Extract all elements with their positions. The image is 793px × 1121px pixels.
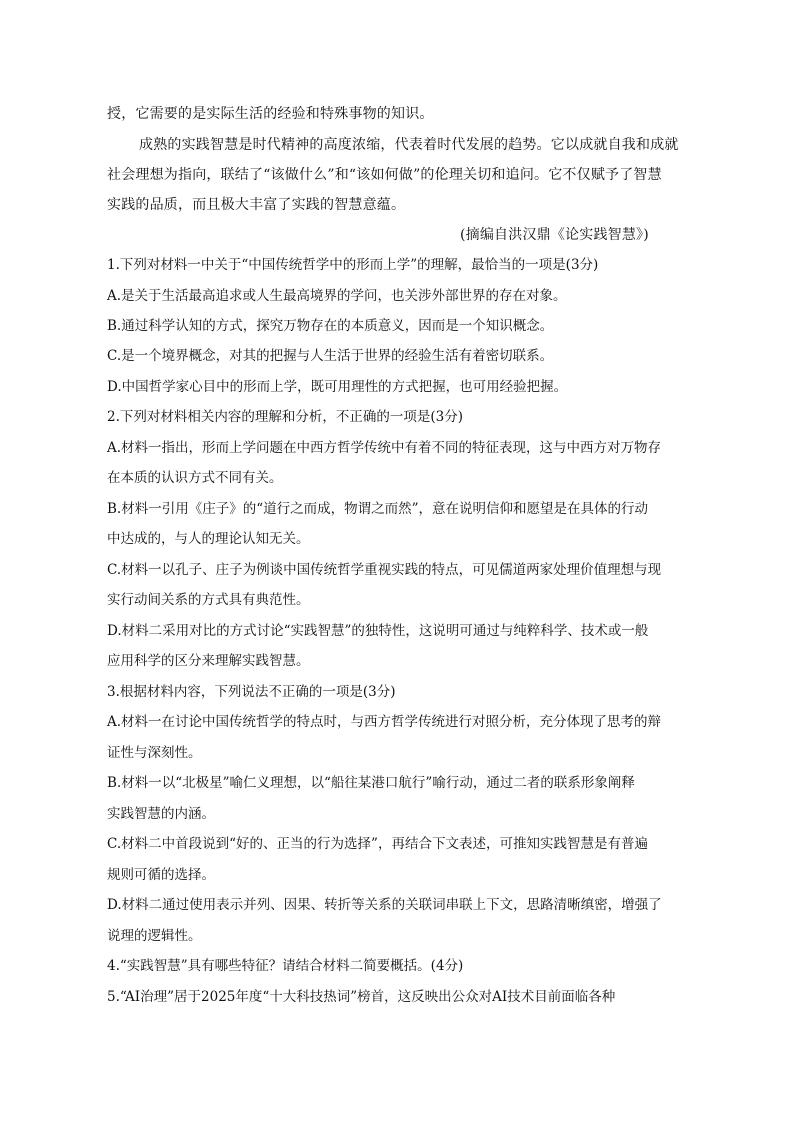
q2-option-c-line1: C.材料一以孔子、庄子为例谈中国传统哲学重视实践的特点，可见儒道两家处理价值理想与现: [107, 562, 662, 578]
passage-line-1: 授，它需要的是实际生活的经验和特殊事物的知识。: [107, 106, 434, 122]
passage-line-3: 社会理想为指向，联结了“该做什么”和“该如何做”的伦理关切和追问。它不仅赋予了智慧: [107, 167, 662, 183]
q5-stem: 5.“AI治理”居于2025年度“十大科技热词”榜首，这反映出公众对AI技术目前面临各种: [107, 989, 616, 1005]
q3-option-c-line2: 规则可循的选择。: [107, 867, 215, 883]
q3-stem: 3.根据材料内容，下列说法不正确的一项是(3分): [107, 684, 396, 700]
q2-stem: 2.下列对材料相关内容的理解和分析，不正确的一项是(3分): [107, 409, 464, 425]
q2-option-d-line1: D.材料二采用对比的方式讨论“实践智慧”的独特性，这说明可通过与纯粹科学、技术或一般: [107, 623, 649, 639]
passage-line-4: 实践的品质，而且极大丰富了实践的智慧意蕴。: [107, 197, 406, 213]
q2-option-d-line2: 应用科学的区分来理解实践智慧。: [107, 653, 310, 669]
q1-option-d: D.中国哲学家心目中的形而上学，既可用理性的方式把握，也可用经验把握。: [107, 379, 568, 395]
q3-option-b-line2: 实践智慧的内涵。: [107, 806, 215, 822]
q2-option-b-line2: 中达成的，与人的理论认知无关。: [107, 531, 310, 547]
q2-option-a-line2: 在本质的认识方式不同有关。: [107, 470, 283, 486]
q2-option-c-line2: 实行动间关系的方式具有典范性。: [107, 592, 310, 608]
q3-option-a-line1: A.材料一在讨论中国传统哲学的特点时，与西方哲学传统进行对照分析，充分体现了思考的辩: [107, 714, 662, 730]
q1-stem: 1.下列对材料一中关于“中国传统哲学中的形而上学”的理解，最恰当的一项是(3分): [107, 257, 599, 273]
q3-option-d-line2: 说理的逻辑性。: [107, 928, 202, 944]
passage-line-2: 成熟的实践智慧是时代精神的高度浓缩，代表着时代发展的趋势。它以成就自我和成就: [139, 137, 679, 153]
q1-option-b: B.通过科学认知的方式，探究万物存在的本质意义，因而是一个知识概念。: [107, 318, 554, 334]
passage-source: (摘编自洪汉鼎《论实践智慧》): [460, 227, 649, 243]
q4-stem: 4.“实践智慧”具有哪些特征？请结合材料二简要概括。(4分): [107, 958, 464, 974]
q1-option-a: A.是关于生活最高追求或人生最高境界的学问，也关涉外部世界的存在对象。: [107, 288, 567, 304]
q2-option-b-line1: B.材料一引用《庄子》的“道行之而成，物谓之而然”，意在说明信仰和愿望是在具体的行动: [107, 501, 649, 517]
q3-option-a-line2: 证性与深刻性。: [107, 745, 202, 761]
q2-option-a-line1: A.材料一指出，形而上学问题在中西方哲学传统中有着不同的特征表现，这与中西方对万物存: [107, 440, 662, 456]
q1-option-c: C.是一个境界概念，对其的把握与人生活于世界的经验生活有着密切联系。: [107, 348, 554, 364]
q3-option-c-line1: C.材料二中首段说到“好的、正当的行为选择”，再结合下文表述，可推知实践智慧是有普遍: [107, 836, 648, 852]
q3-option-b-line1: B.材料一以“北极星”喻仁义理想，以“船往某港口航行”喻行动，通过二者的联系形象阐释: [107, 775, 635, 791]
q3-option-d-line1: D.材料二通过使用表示并列、因果、转折等关系的关联词串联上下文，思路清晰缜密，增强了: [107, 897, 662, 913]
